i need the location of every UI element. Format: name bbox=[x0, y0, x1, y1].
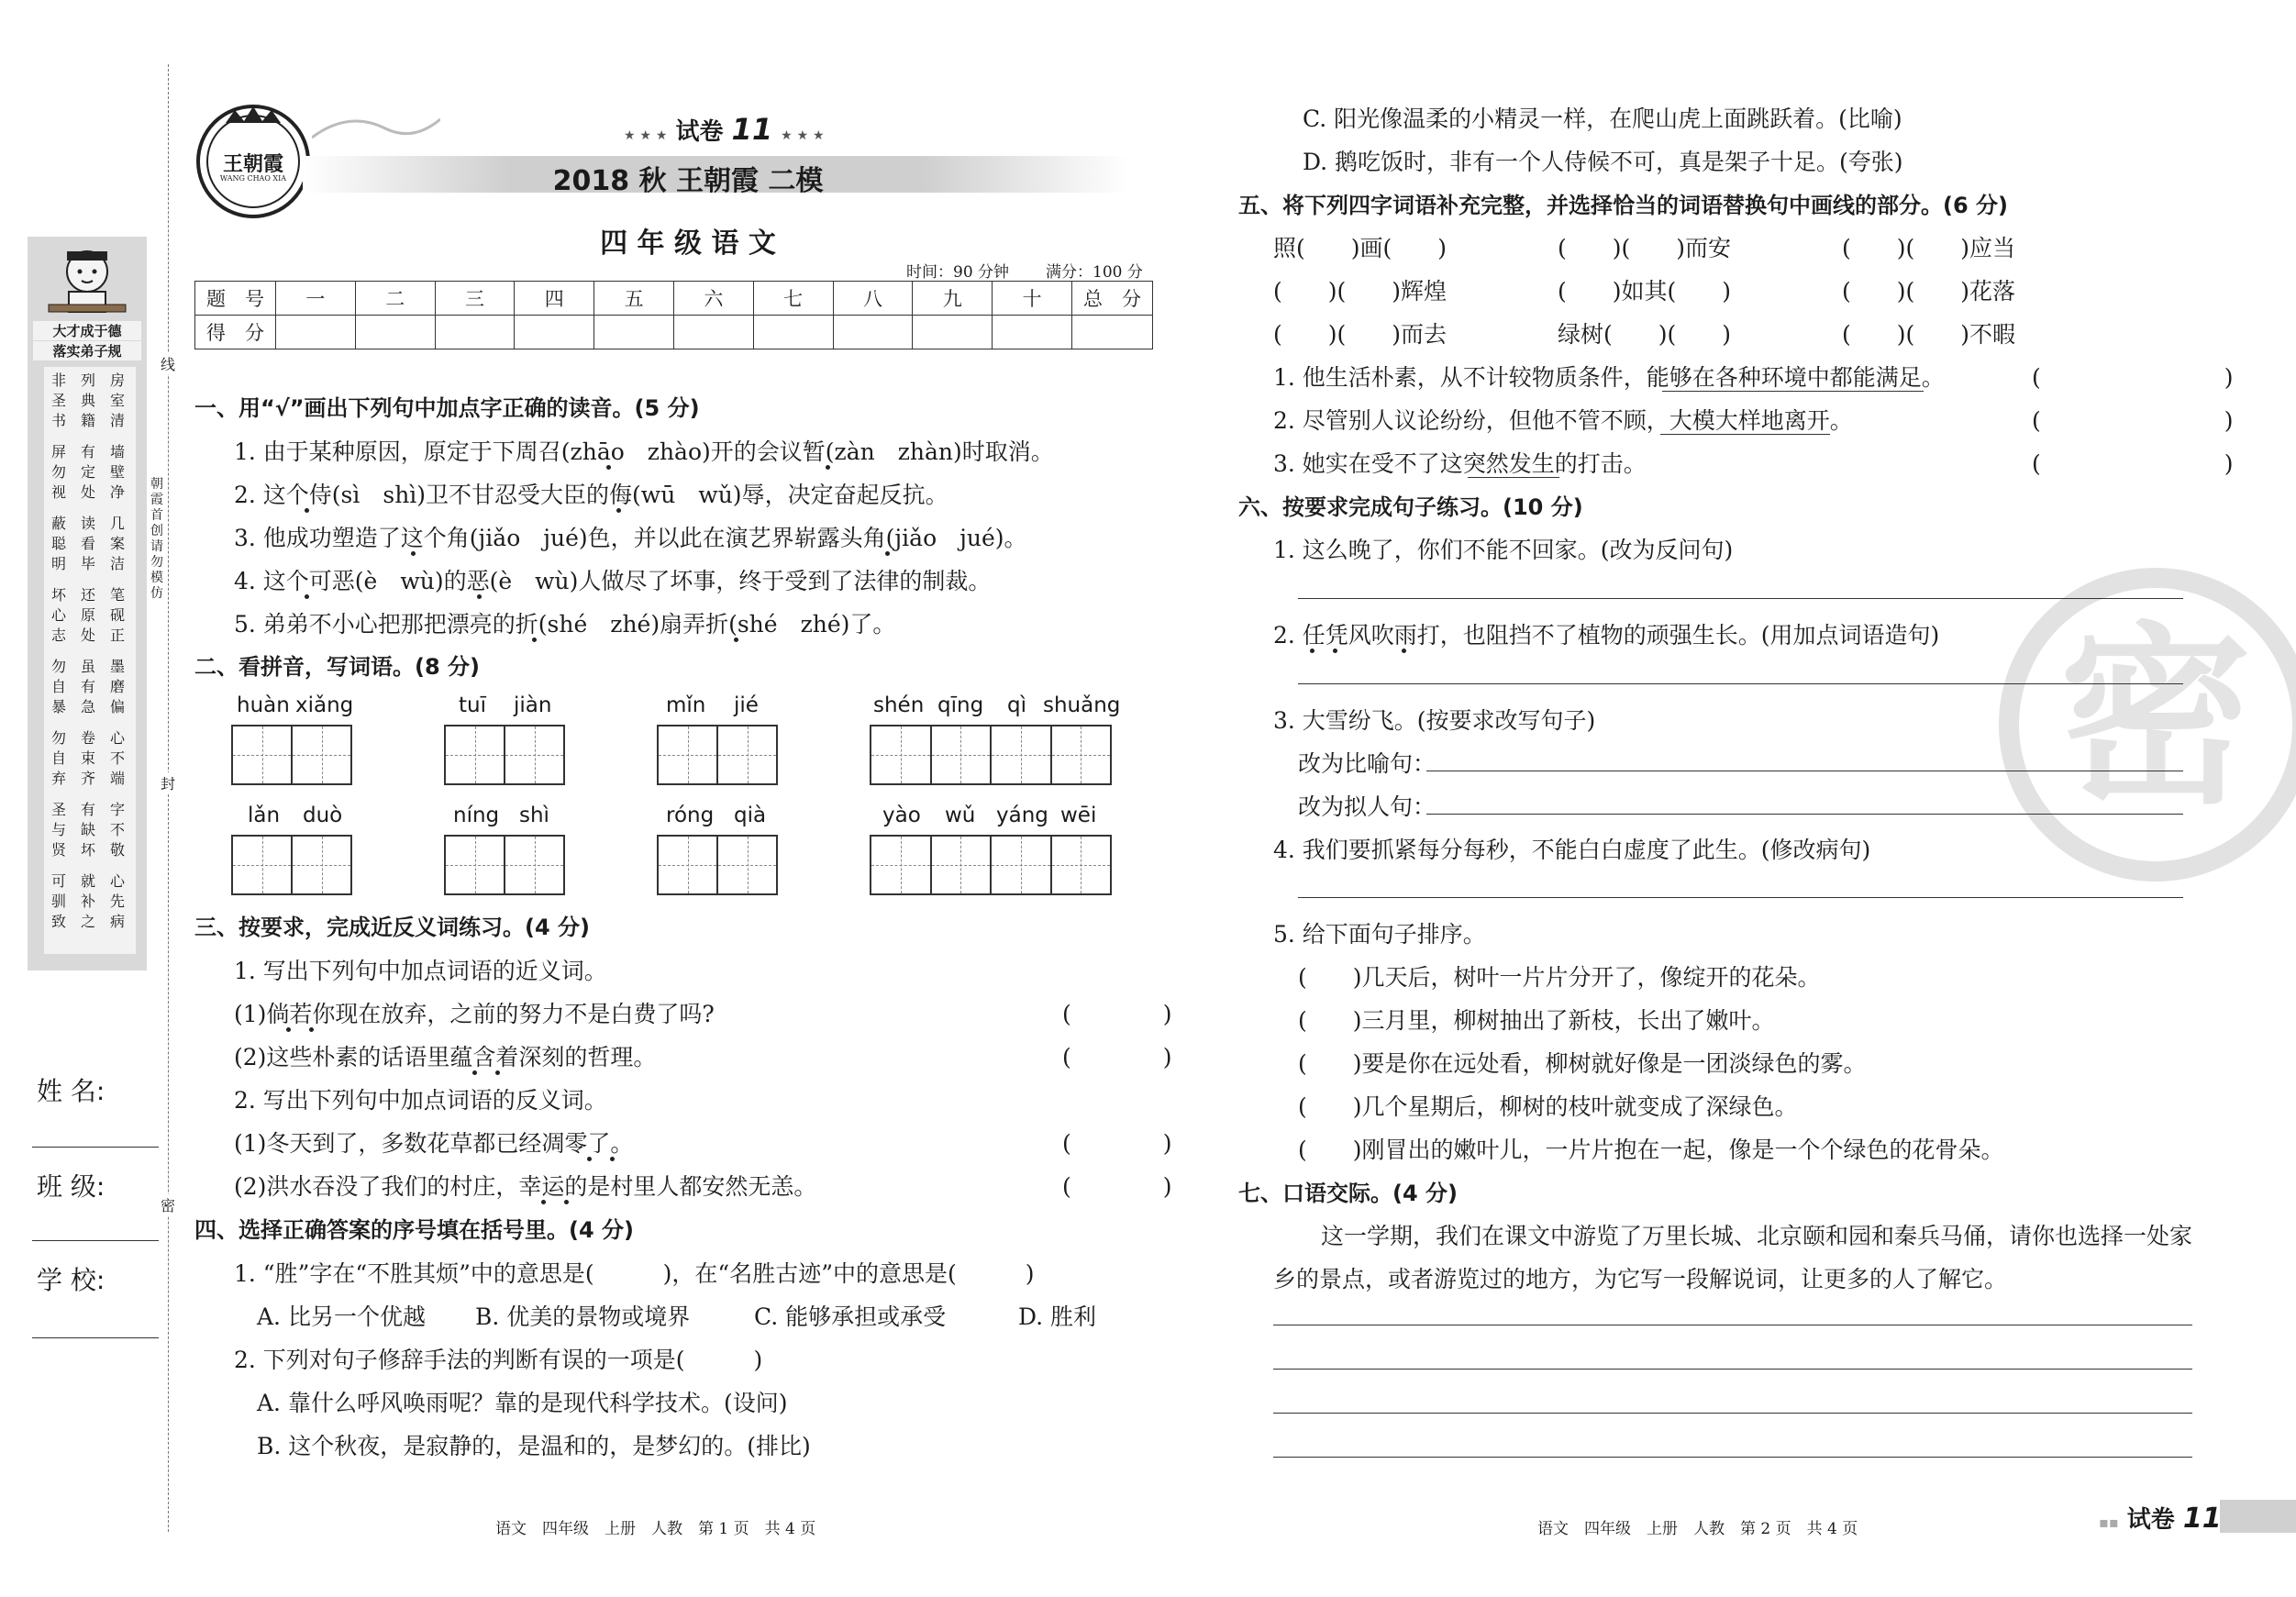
score-header-col: 九 bbox=[913, 282, 993, 316]
s6-q2: 2. 任凭风吹雨打，也阻挡不了植物的顽强生长。(用加点词语造句) bbox=[1273, 622, 1940, 649]
emphasis-dot bbox=[305, 594, 309, 599]
motto-column: 心先病 bbox=[109, 872, 125, 930]
stars-right: ★ ★ ★ bbox=[781, 128, 825, 143]
paper-number-line bbox=[624, 112, 825, 147]
section-1-title: 一、用“√”画出下列句中加点字正确的读音。(5 分) bbox=[194, 395, 700, 421]
motto-column: 房室清 bbox=[109, 372, 125, 429]
emphasis-dot bbox=[885, 551, 890, 556]
motto-line-2: 落实弟子规 bbox=[33, 341, 141, 360]
emphasis-dot bbox=[305, 508, 309, 513]
s6-q3-simile-label: 改为比喻句： bbox=[1298, 750, 1436, 777]
motto-column: 勿自弃 bbox=[50, 729, 66, 787]
s4-q2: 2. 下列对句子修辞手法的判断有误的一项是( ) bbox=[234, 1347, 763, 1373]
writing-line[interactable] bbox=[1273, 1369, 2192, 1370]
pinyin: níng bbox=[453, 804, 500, 827]
emphasis-dot bbox=[606, 465, 611, 470]
motto-column: 墙壁净 bbox=[109, 443, 125, 501]
pinyin: shì bbox=[519, 804, 549, 827]
s6-q5: 5. 给下面句子排序。 bbox=[1273, 921, 1486, 948]
emphasis-dot bbox=[734, 638, 738, 642]
class-field[interactable] bbox=[32, 1240, 159, 1241]
pinyin: shuǎng bbox=[1043, 693, 1121, 717]
score-header-col: 十 bbox=[993, 282, 1072, 316]
watermark-char: 密 bbox=[2058, 605, 2253, 830]
stars-left: ★ ★ ★ bbox=[624, 128, 668, 143]
answer-paren[interactable]: ( ) bbox=[1062, 1173, 1172, 1200]
motto-column: 有定处 bbox=[80, 443, 95, 501]
score-cell[interactable] bbox=[515, 316, 594, 349]
name-label: 姓 名: bbox=[37, 1076, 105, 1106]
page-footer-right: 语文 四年级 上册 人教 第 2 页 共 4 页 bbox=[1537, 1520, 1858, 1538]
writing-grid[interactable] bbox=[231, 725, 352, 785]
emphasis-dot bbox=[1310, 649, 1314, 653]
motto-column: 列典籍 bbox=[80, 372, 95, 429]
corner-band bbox=[2220, 1500, 2296, 1533]
corner-paper-label: ▪▪ 试卷 11 bbox=[2099, 1503, 2222, 1535]
order-item[interactable]: ( )刚冒出的嫩叶儿，一片片抱在一起，像是一个个绿色的花骨朵。 bbox=[1298, 1137, 2004, 1163]
score-header-total: 总 分 bbox=[1072, 282, 1153, 316]
subject-title: 四 年 级 语 文 bbox=[600, 227, 776, 260]
score-cell[interactable] bbox=[913, 316, 993, 349]
motto-line-1: 大才成于德 bbox=[33, 321, 141, 340]
pinyin: yáng bbox=[996, 804, 1048, 827]
motto-column: 就补之 bbox=[80, 872, 95, 930]
paper-label: 试卷 bbox=[675, 118, 724, 146]
corner-number: 11 bbox=[2182, 1503, 2222, 1535]
exam-title: 2018 秋 王朝霞 二模 bbox=[552, 165, 824, 197]
score-cell-total[interactable] bbox=[1072, 316, 1153, 349]
idiom-blank[interactable]: ( )( )应当 bbox=[1842, 235, 2016, 261]
section-5-title: 五、将下列四字词语补充完整，并选择恰当的词语替换句中画线的部分。(6 分) bbox=[1238, 193, 2008, 218]
pinyin: wēi bbox=[1060, 804, 1097, 827]
s4-q2-option-c[interactable]: C. 阳光像温柔的小精灵一样，在爬山虎上面跳跃着。(比喻) bbox=[1303, 105, 1902, 132]
s4-q2-option-b[interactable]: B. 这个秋夜，是寂静的，是温和的，是梦幻的。(排比) bbox=[257, 1433, 811, 1459]
idiom-blank[interactable]: ( )( )而安 bbox=[1558, 235, 1732, 261]
s4-q1-option-d[interactable]: D. 胜利 bbox=[1018, 1303, 1097, 1330]
emphasis-dot bbox=[1402, 649, 1406, 653]
s3-sub-1: 1. 写出下列句中加点词语的近义词。 bbox=[234, 958, 607, 984]
motto-column: 还原处 bbox=[80, 586, 95, 644]
motto-column: 卷束齐 bbox=[80, 729, 95, 787]
s1-item-3: 3. 他成功塑造了这个角(jiǎo jué)色，并以此在演艺界崭露头角(jiǎo jué)。 bbox=[234, 525, 1027, 551]
section-4-title: 四、选择正确答案的序号填在括号里。(4 分) bbox=[194, 1217, 634, 1243]
emphasis-dot bbox=[587, 1157, 592, 1161]
score-header-col: 一 bbox=[276, 282, 356, 316]
pinyin: qià bbox=[734, 804, 767, 827]
idiom-blank[interactable]: ( )( )辉煌 bbox=[1273, 278, 1447, 305]
answer-paren[interactable]: ( ) bbox=[2032, 407, 2234, 434]
section-6-title: 六、按要求完成句子练习。(10 分) bbox=[1238, 494, 1583, 520]
score-table-score-row bbox=[195, 316, 1153, 349]
pinyin: yào bbox=[882, 804, 921, 827]
emphasis-dot bbox=[541, 1200, 546, 1204]
s3-a1: (1)倘若你现在放弃，之前的努力不是白费了吗? bbox=[234, 1001, 715, 1027]
motto-column: 屏勿视 bbox=[50, 443, 66, 501]
logo-text: 王朝霞 bbox=[222, 152, 283, 176]
s1-item-1: 1. 由于某种原因，原定于下周召(zhāo zhào)开的会议暂(zàn zhàn)时取消。 bbox=[234, 438, 1054, 465]
idiom-blank[interactable]: ( )( )不暇 bbox=[1842, 321, 2016, 348]
motto-column: 读看毕 bbox=[80, 515, 95, 572]
s6-q4: 4. 我们要抓紧每分每秒，不能白白虚度了此生。(修改病句) bbox=[1273, 837, 1871, 863]
emphasis-dot bbox=[610, 1157, 615, 1161]
score-header-col: 八 bbox=[833, 282, 913, 316]
emphasis-dot bbox=[616, 508, 621, 513]
answer-line[interactable] bbox=[1298, 897, 2183, 898]
score-cell[interactable] bbox=[833, 316, 913, 349]
watermark-seal bbox=[1981, 550, 2296, 899]
answer-line[interactable] bbox=[1298, 683, 2183, 684]
emphasis-dot bbox=[1333, 649, 1337, 653]
score-header-col: 三 bbox=[435, 282, 515, 316]
s3-a2: (2)这些朴素的话语里蕴含着深刻的哲理。 bbox=[234, 1044, 657, 1070]
motto-column: 有缺坏 bbox=[80, 801, 95, 859]
s6-q3-personify-label: 改为拟人句： bbox=[1298, 793, 1436, 820]
idiom-blank[interactable]: ( )( )花落 bbox=[1842, 278, 2016, 305]
score-header-col: 四 bbox=[515, 282, 594, 316]
score-cell[interactable] bbox=[594, 316, 674, 349]
emphasis-dot bbox=[477, 594, 482, 599]
s1-item-4: 4. 这个可恶(è wù)的恶(è wù)人做尽了坏事，终于受到了法律的制裁。 bbox=[234, 568, 992, 594]
score-cell[interactable] bbox=[276, 316, 356, 349]
answer-paren[interactable]: ( ) bbox=[1062, 1130, 1172, 1157]
emphasis-dot bbox=[472, 1070, 477, 1075]
score-cell[interactable] bbox=[673, 316, 753, 349]
writing-grid[interactable] bbox=[231, 835, 352, 895]
emphasis-dot bbox=[411, 551, 416, 556]
answer-paren[interactable]: ( ) bbox=[1062, 1001, 1172, 1027]
score-info: 满分：100 分 bbox=[1046, 263, 1143, 282]
emphasis-dot bbox=[532, 638, 537, 642]
ribbon-decoration bbox=[312, 110, 440, 147]
section-2-title: 二、看拼音，写词语。(8 分) bbox=[194, 654, 480, 680]
time-info: 时间：90 分钟 bbox=[906, 263, 1010, 282]
pinyin: wǔ bbox=[945, 804, 976, 827]
s4-q1-option-b[interactable]: B. 优美的景物或境界 bbox=[475, 1303, 691, 1330]
score-header-label: 题 号 bbox=[195, 282, 276, 316]
motto-column: 笔砚正 bbox=[109, 586, 125, 644]
emphasis-dot bbox=[564, 1200, 569, 1204]
s3-b2: (2)洪水吞没了我们的村庄，幸运的是村里人都安然无恙。 bbox=[234, 1173, 817, 1200]
pinyin: lǎn bbox=[248, 804, 281, 827]
pinyin: jiàn bbox=[514, 693, 552, 717]
score-header-col: 二 bbox=[355, 282, 435, 316]
order-item[interactable]: ( )要是你在远处看，柳树就好像是一团淡绿色的雾。 bbox=[1298, 1050, 1867, 1077]
pinyin: róng bbox=[666, 804, 715, 827]
answer-paren[interactable]: ( ) bbox=[1062, 1044, 1172, 1070]
writing-grid[interactable] bbox=[657, 725, 778, 785]
motto-column: 虽有急 bbox=[80, 658, 95, 715]
motto-column: 几案洁 bbox=[109, 515, 125, 572]
motto-column: 坏心志 bbox=[50, 586, 66, 644]
order-item[interactable]: ( )几个星期后，柳树的枝叶就变成了深绿色。 bbox=[1298, 1093, 1798, 1120]
s6-q1: 1. 这么晚了，你们不能不回家。(改为反问句) bbox=[1273, 537, 1734, 563]
score-row-label: 得 分 bbox=[195, 316, 276, 349]
writing-grid[interactable] bbox=[444, 725, 565, 785]
s7-text-2: 乡的景点，或者游览过的地方，为它写一段解说词，让更多的人了解它。 bbox=[1273, 1266, 2008, 1292]
writing-grid[interactable] bbox=[444, 835, 565, 895]
order-item[interactable]: ( )几天后，树叶一片片分开了，像绽开的花朵。 bbox=[1298, 964, 1821, 991]
s5-q2: 2. 尽管别人议论纷纷，但他不管不顾，大模大样地离开。 bbox=[1273, 407, 1853, 434]
emphasis-dot bbox=[286, 1027, 291, 1032]
score-table bbox=[194, 281, 1153, 349]
writing-grid[interactable] bbox=[657, 835, 778, 895]
score-cell[interactable] bbox=[753, 316, 833, 349]
motto-column: 可驯致 bbox=[50, 872, 66, 930]
underline bbox=[1660, 434, 1830, 435]
writing-line[interactable] bbox=[1273, 1457, 2192, 1458]
corner-label: 试卷 bbox=[2126, 1506, 2175, 1534]
score-cell[interactable] bbox=[993, 316, 1072, 349]
score-cell[interactable] bbox=[435, 316, 515, 349]
pinyin: mǐn bbox=[666, 693, 706, 717]
s1-item-2: 2. 这个侍(sì shì)卫不甘忍受大臣的侮(wū wǔ)辱，决定奋起反抗。 bbox=[234, 482, 948, 508]
motto-column: 蔽聪明 bbox=[50, 515, 66, 572]
answer-paren[interactable]: ( ) bbox=[2032, 450, 2234, 477]
motto-column: 非圣书 bbox=[50, 372, 66, 429]
logo-subtext: WANG CHAO XIA bbox=[219, 174, 287, 183]
answer-paren[interactable]: ( ) bbox=[2032, 364, 2234, 391]
s4-q2-option-a[interactable]: A. 靠什么呼风唤雨呢？靠的是现代科学技术。(设问) bbox=[257, 1390, 788, 1416]
s5-q3: 3. 她实在受不了这突然发生的打击。 bbox=[1273, 450, 1647, 477]
idiom-blank[interactable]: 绿树( )( ) bbox=[1558, 321, 1732, 348]
writing-grid[interactable] bbox=[870, 835, 1112, 895]
s4-q1-option-a[interactable]: A. 比另一个优越 bbox=[257, 1303, 426, 1330]
s1-item-5: 5. 弟弟不小心把那把漂亮的折(shé zhé)扇弄折(shé zhé)了。 bbox=[234, 611, 896, 638]
s3-sub-2: 2. 写出下列句中加点词语的反义词。 bbox=[234, 1087, 607, 1114]
score-cell[interactable] bbox=[355, 316, 435, 349]
emphasis-dot bbox=[495, 1070, 500, 1075]
pinyin: jié bbox=[734, 693, 759, 717]
underline bbox=[1468, 477, 1559, 478]
school-field[interactable] bbox=[32, 1337, 159, 1338]
s3-b1: (1)冬天到了，多数花草都已经凋零了。 bbox=[234, 1130, 634, 1157]
s5-q1: 1. 他生活朴素，从不计较物质条件，能够在各种环境中都能满足。 bbox=[1273, 364, 1945, 391]
emphasis-dot bbox=[309, 1027, 314, 1032]
score-header-col: 五 bbox=[594, 282, 674, 316]
section-3-title: 三、按要求，完成近反义词练习。(4 分) bbox=[194, 915, 590, 940]
idiom-blank[interactable]: ( )( )而去 bbox=[1273, 321, 1447, 348]
s4-q2-option-d[interactable]: D. 鹅吃饭时，非有一个人侍候不可，真是架子十足。(夸张) bbox=[1303, 149, 1903, 175]
s4-q1-option-c[interactable]: C. 能够承担或承受 bbox=[754, 1303, 947, 1330]
answer-line[interactable] bbox=[1298, 598, 2183, 599]
mascot-figure bbox=[41, 246, 133, 319]
idiom-blank[interactable]: 照( )画( ) bbox=[1273, 235, 1447, 261]
pinyin: qì bbox=[1007, 693, 1026, 717]
binding-line bbox=[168, 64, 169, 1532]
s7-text-1: 这一学期，我们在课文中游览了万里长城、北京颐和园和秦兵马俑，请你也选择一处家 bbox=[1321, 1223, 2193, 1249]
s6-q3: 3. 大雪纷飞。(按要求改写句子) bbox=[1273, 707, 1596, 734]
score-header-col: 六 bbox=[673, 282, 753, 316]
page-footer-left: 语文 四年级 上册 人教 第 1 页 共 4 页 bbox=[495, 1520, 816, 1538]
section-7-title: 七、口语交际。(4 分) bbox=[1238, 1181, 1458, 1206]
idiom-blank[interactable]: ( )如其( ) bbox=[1558, 278, 1732, 305]
motto-column: 心不端 bbox=[109, 729, 125, 787]
name-field[interactable] bbox=[32, 1147, 159, 1148]
personify-answer-line[interactable] bbox=[1426, 814, 2183, 815]
score-table-header-row bbox=[195, 282, 1153, 316]
pinyin: huàn bbox=[237, 693, 290, 717]
cut-mark-seal: 封 bbox=[160, 772, 176, 793]
pinyin: duò bbox=[303, 804, 343, 827]
class-label: 班 级: bbox=[37, 1171, 105, 1202]
score-header-col: 七 bbox=[753, 282, 833, 316]
motto-column: 圣与贤 bbox=[50, 801, 66, 859]
pinyin: xiǎng bbox=[295, 693, 354, 717]
motto-column: 墨磨偏 bbox=[109, 658, 125, 715]
pinyin: shén bbox=[873, 693, 925, 717]
underline bbox=[1662, 391, 1924, 392]
school-label: 学 校: bbox=[37, 1265, 105, 1295]
motto-grid bbox=[44, 367, 136, 954]
cut-mark-line: 线 bbox=[160, 353, 176, 374]
writing-grid[interactable] bbox=[870, 725, 1112, 785]
paper-no: 11 bbox=[731, 112, 773, 147]
side-note: 朝霞首创 请勿模仿 bbox=[150, 477, 163, 601]
motto-column: 字不敬 bbox=[109, 801, 125, 859]
order-item[interactable]: ( )三月里，柳树抽出了新枝，长出了嫩叶。 bbox=[1298, 1007, 1775, 1034]
pinyin: qīng bbox=[937, 693, 984, 717]
cut-mark-secret: 密 bbox=[160, 1194, 176, 1215]
emphasis-dot bbox=[826, 465, 830, 470]
motto-column: 勿自暴 bbox=[50, 658, 66, 715]
writing-line[interactable] bbox=[1273, 1413, 2192, 1414]
s4-q1: 1. “胜”字在“不胜其烦”中的意思是( )，在“名胜古迹”中的意思是( ) bbox=[234, 1260, 1035, 1287]
pinyin: tuī bbox=[459, 693, 486, 717]
